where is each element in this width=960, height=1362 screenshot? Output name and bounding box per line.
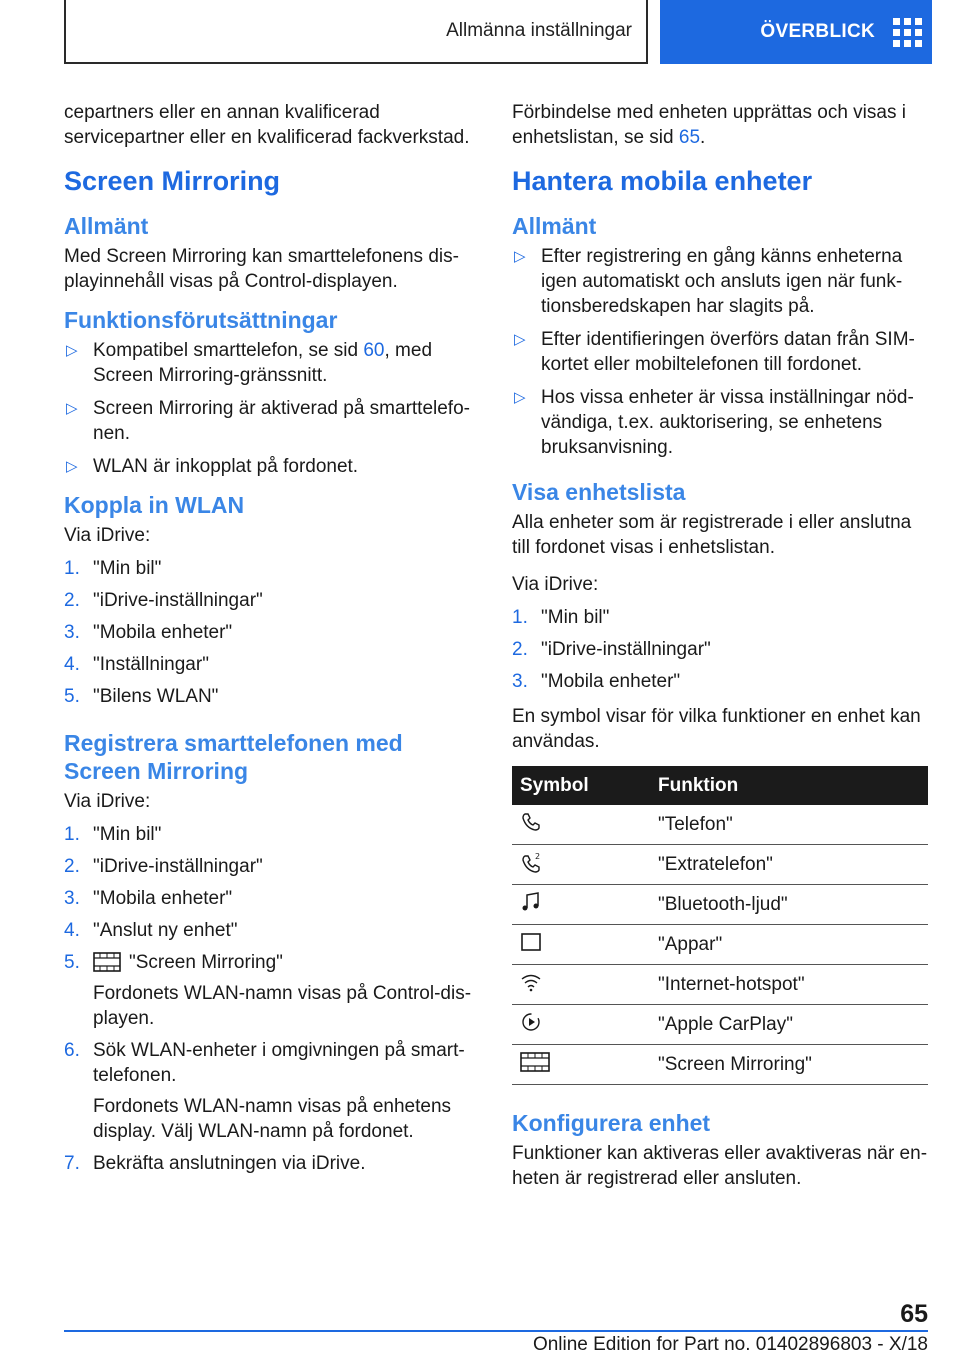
list-via: Via iDrive:	[512, 574, 599, 595]
overview-label: ÖVERBLICK	[760, 21, 875, 42]
step-item: 4. "Inställningar"	[64, 654, 209, 675]
wlan-steps	[64, 556, 476, 709]
step-item: 1. "Min bil"	[64, 824, 162, 845]
overview-button[interactable]	[660, 0, 932, 64]
config-text: Funktioner kan aktiveras eller avaktiveras när en-heten är registrerad eller ansluten.	[512, 1143, 928, 1189]
grid-icon	[893, 18, 922, 47]
list-item: ▷ Hos vissa enheter är vissa inställningar nöd-vändiga, t.ex. auktorisering, se enhetens bruksanvisning.	[514, 387, 914, 458]
symbol-table	[512, 766, 928, 1085]
section-title: Allmänna inställningar	[446, 20, 632, 41]
triangle-bullet-icon: ▷	[514, 331, 526, 348]
wlan-via: Via iDrive:	[64, 525, 151, 546]
table-row: "Internet-hotspot"	[512, 965, 928, 1005]
wifi-hotspot-icon	[520, 971, 542, 993]
triangle-bullet-icon: ▷	[514, 248, 526, 265]
apps-icon	[520, 931, 542, 953]
table-row: "Screen Mirroring"	[512, 1045, 928, 1085]
register-heading: Registrera smarttelefonen med Screen Mirroring	[64, 730, 403, 784]
step-item: 2. "iDrive-inställningar"	[512, 639, 711, 660]
list-item: ▷ Efter identifieringen överförs datan från SIM-kortet eller mobiltelefonen till fordonet.	[514, 329, 915, 375]
footer-divider	[64, 1330, 928, 1332]
list-steps	[512, 605, 928, 694]
triangle-bullet-icon: ▷	[66, 458, 78, 475]
page-reference-link[interactable]: 60	[363, 340, 385, 361]
triangle-bullet-icon: ▷	[514, 389, 526, 406]
symbol-text: En symbol visar för vilka funktioner en enhet kan användas.	[512, 706, 921, 752]
intro-text: cepartners eller en annan kvalificerad servicepartner eller en kvalificerad fackverkstad.	[64, 102, 470, 148]
register-via: Via iDrive:	[64, 791, 151, 812]
music-note-icon	[520, 891, 542, 913]
table-row: 2 "Extratelefon"	[512, 845, 928, 885]
edition-text: Online Edition for Part no. 01402896803 - X/18	[532, 1334, 928, 1355]
step-item: 3. "Mobila enheter"	[512, 671, 681, 692]
section-title: Hantera mobila enheter	[512, 166, 813, 196]
column-header-function: Funktion	[658, 766, 928, 805]
section-header	[64, 0, 648, 64]
list-heading: Visa enhetslista	[512, 479, 686, 505]
page-title: Screen Mirroring	[64, 166, 281, 196]
list-text: Alla enheter som är registrerade i eller anslutna till fordonet visas i enhetslistan.	[512, 512, 912, 558]
register-steps	[64, 822, 476, 1176]
list-item: ▷ Efter registrering en gång känns enheterna igen automatiskt och ansluts igen när funk-tionsberedskapen har slagits på.	[514, 246, 903, 317]
extra-phone-icon	[520, 851, 542, 873]
step-item: 1. "Min bil"	[64, 558, 162, 579]
wlan-heading: Koppla in WLAN	[64, 492, 245, 518]
screen-mirroring-icon	[520, 1051, 550, 1073]
step-item: 3. "Mobila enheter"	[64, 888, 233, 909]
table-row: "Bluetooth-ljud"	[512, 885, 928, 925]
step-item: 5. "Bilens WLAN"	[64, 686, 219, 707]
step-item: 2. "iDrive-inställningar"	[64, 856, 263, 877]
list-item: ▷ Screen Mirroring är aktiverad på smarttelefo-nen.	[66, 398, 470, 444]
prereq-list	[64, 338, 476, 479]
phone-icon	[520, 811, 542, 833]
left-column	[64, 100, 476, 1186]
config-heading: Konfigurera enhet	[512, 1110, 711, 1136]
carplay-icon	[520, 1011, 542, 1033]
general-list	[512, 244, 928, 460]
step-item: 5. "Screen Mirroring" Fordonets WLAN-namn visas på Control-dis-playen.	[64, 952, 472, 1029]
table-row: "Appar"	[512, 925, 928, 965]
intro-text: Förbindelse med enheten upprättas och visas i enhetslistan, se sid 65.	[512, 102, 906, 148]
general-heading: Allmänt	[512, 213, 597, 239]
general-text: Med Screen Mirroring kan smarttelefonens dis-playinnehåll visas på Control-displayen.	[64, 246, 459, 292]
triangle-bullet-icon: ▷	[66, 342, 78, 359]
page-reference-link[interactable]: 65	[678, 127, 701, 148]
column-header-symbol: Symbol	[512, 766, 658, 805]
step-item: 6. Sök WLAN-enheter i omgivningen på smart-telefonen. Fordonets WLAN-namn visas på enhetens display. Välj WLAN-namn på fordonet.	[64, 1040, 465, 1142]
screen-mirroring-icon	[93, 952, 121, 972]
general-heading: Allmänt	[64, 213, 149, 239]
list-item: ▷ Kompatibel smarttelefon, se sid 60, med Screen Mirroring-gränssnitt.	[66, 340, 433, 386]
table-row: "Apple CarPlay"	[512, 1005, 928, 1045]
step-item: 4. "Anslut ny enhet"	[64, 920, 238, 941]
right-column	[512, 100, 928, 1203]
step-item: 7. Bekräfta anslutningen via iDrive.	[64, 1153, 366, 1174]
step-item: 2. "iDrive-inställningar"	[64, 590, 263, 611]
table-row: "Telefon"	[512, 805, 928, 845]
step-item: 3. "Mobila enheter"	[64, 622, 233, 643]
svg-text:2: 2	[535, 851, 541, 861]
table-header-row	[512, 766, 928, 805]
triangle-bullet-icon: ▷	[66, 400, 78, 417]
step-item: 1. "Min bil"	[512, 607, 610, 628]
prereq-heading: Funktionsförutsättningar	[64, 307, 338, 333]
list-item: ▷ WLAN är inkopplat på fordonet.	[66, 456, 359, 477]
page-number: 65	[900, 1300, 928, 1328]
